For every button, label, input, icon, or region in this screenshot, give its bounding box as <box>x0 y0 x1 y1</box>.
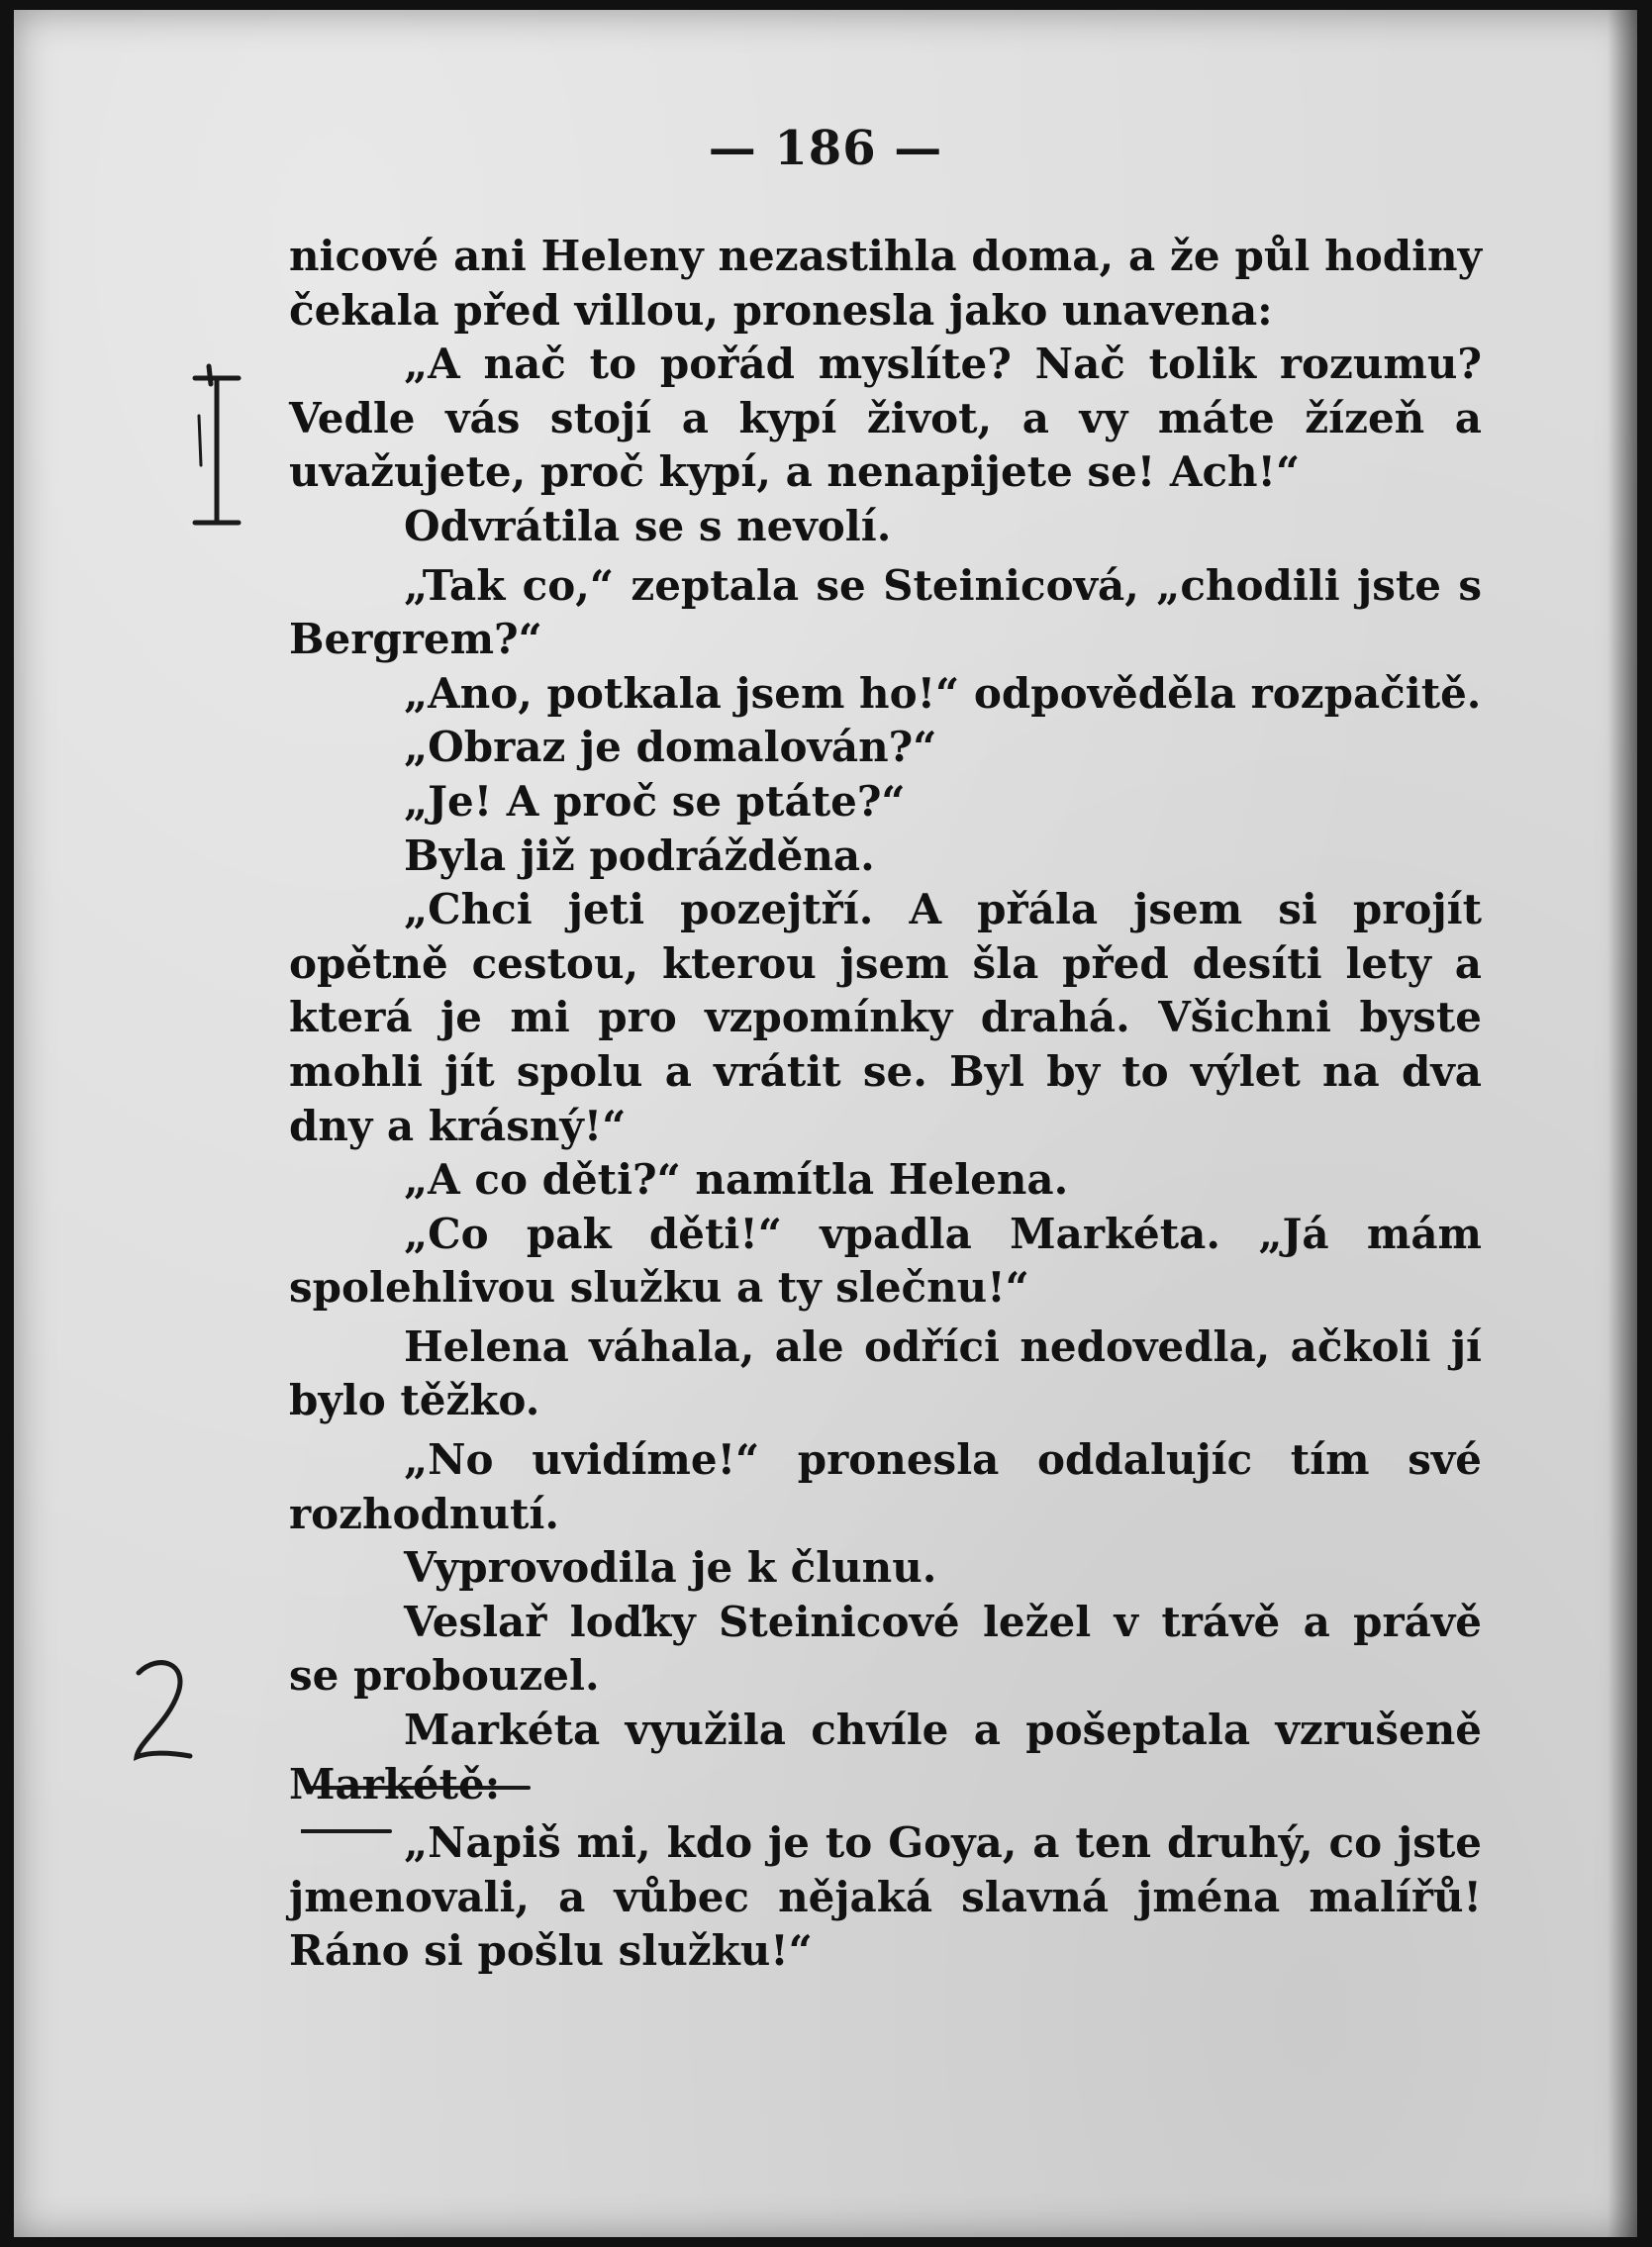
paragraph: „A nač to pořád myslíte? Nač tolik rozumu? Vedle vás stojí a kypí život, a vy máte žízeň a uvažujete, proč kypí, a nenapijete se! Ach!“ <box>289 340 1482 497</box>
paragraph: „No uvidíme!“ pronesla oddalujíc tím své rozhodnutí. <box>289 1435 1482 1538</box>
paragraph: Veslař loďky Steinicové ležel v trávě a právě se probouzel. <box>289 1597 1482 1701</box>
body-text <box>289 230 1482 1979</box>
page-edge-shadow <box>1607 10 1637 2237</box>
paragraph: Odvrátila se s nevolí. <box>404 501 892 550</box>
margin-bracket-mark <box>187 356 246 544</box>
page-number: — 186 — <box>708 121 943 176</box>
paragraph: „Co pak děti!“ vpadla Markéta. „Já mám spolehlivou služku a ty slečnu!“ <box>289 1209 1482 1313</box>
paragraph: Helena váhala, ale odříci nedovedla, ačkoli jí bylo těžko. <box>289 1321 1482 1425</box>
paragraph: „Chci jeti pozejtří. A přála jsem si projít opětně cestou, kterou jsem šla před desíti lety a která je mi pro vzpomínky drahá. Všichni byste mohli jít spolu a vrátit se. Byl by to výlet na dva dny a krásný!“ <box>289 885 1482 1150</box>
paragraph: Vyprovodila je k člunu. <box>404 1543 937 1593</box>
paragraph: „Tak co,“ zeptala se Steinicová, „chodili jste s Bergrem?“ <box>289 560 1482 664</box>
paragraph: „A co děti?“ namítla Helena. <box>404 1155 1069 1205</box>
margin-handwritten-mark <box>119 1653 198 1772</box>
paragraph: „Napiš mi, kdo je to Goya, a ten druhý, co jste jmenovali, a vůbec nějaká slavná jména malířů! Ráno si pošlu služku!“ <box>289 1818 1482 1976</box>
paragraph: „Ano, potkala jsem ho!“ odpověděla rozpačitě. <box>404 668 1482 718</box>
paragraph: Markéta využila chvíle a pošeptala vzrušeně Markétě: <box>289 1706 1482 1808</box>
book-page <box>14 10 1637 2237</box>
paragraph: Byla již podrážděna. <box>404 830 875 880</box>
paragraph: nicové ani Heleny nezastihla doma, a že půl hodiny čekala před villou, pronesla jako unavena: <box>289 232 1482 335</box>
paragraph: „Obraz je domalován?“ <box>404 723 937 772</box>
paragraph: „Je! A proč se ptáte?“ <box>404 776 906 826</box>
